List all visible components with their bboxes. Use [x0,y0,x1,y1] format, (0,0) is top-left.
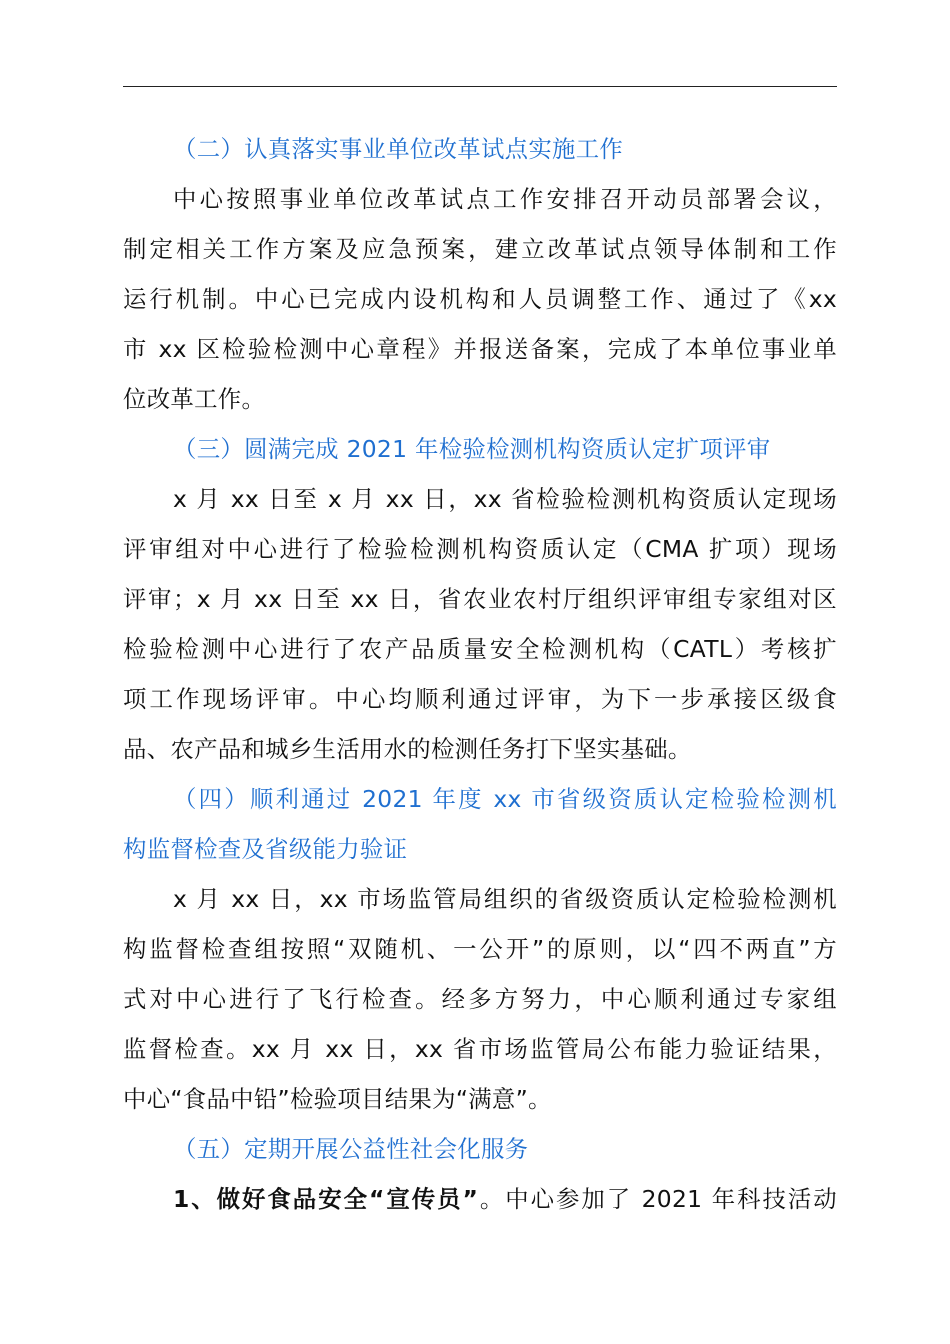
section-3-line: 项工作现场评审。中心均顺利通过评审，为下一步承接区级食 [123,685,837,713]
section-5-item-1 [123,1174,837,1224]
document-body [123,124,837,1224]
section-2-line: 运行机制。中心已完成内设机构和人员调整工作、通过了《xx [123,285,837,313]
section-3-line: x 月 xx 日至 x 月 xx 日，xx 省检验检测机构资质认定现场 [173,485,837,513]
section-4-heading: （四）顺利通过 2021 年度 xx 市省级资质认定检验检测机 [173,785,837,813]
section-4-heading-cont: 构监督检查及省级能力验证 [123,835,408,863]
section-5-heading: （五）定期开展公益性社会化服务 [173,1135,529,1163]
item-1-title: 1、做好食品安全“宣传员” [173,1185,479,1213]
section-2-line: 中心按照事业单位改革试点工作安排召开动员部署会议， [173,185,837,213]
section-3-line: 检验检测中心进行了农产品质量安全检测机构（CATL）考核扩 [123,635,837,663]
section-2-heading: （二）认真落实事业单位改革试点实施工作 [173,135,624,163]
section-4-line: x 月 xx 日，xx 市场监管局组织的省级资质认定检验检测机 [173,885,837,913]
section-3-line: 评审组对中心进行了检验检测机构资质认定（CMA 扩项）现场 [123,535,837,563]
section-4-line: 监督检查。xx 月 xx 日，xx 省市场监管局公布能力验证结果， [123,1035,837,1063]
section-2-line: 位改革工作。 [123,385,266,413]
header-rule [123,86,837,87]
section-4-line: 中心“食品中铅”检验项目结果为“满意”。 [123,1085,552,1113]
section-2-line: 市 xx 区检验检测中心章程》并报送备案，完成了本单位事业单 [123,335,837,363]
section-4-line: 式对中心进行了飞行检查。经多方努力，中心顺利通过专家组 [123,985,837,1013]
section-4-line: 构监督检查组按照“双随机、一公开”的原则，以“四不两直”方 [123,935,837,963]
item-1-text: 。中心参加了 2021 年科技活动 [478,1185,838,1213]
section-2-line: 制定相关工作方案及应急预案，建立改革试点领导体制和工作 [123,235,837,263]
section-3-heading: （三）圆满完成 2021 年检验检测机构资质认定扩项评审 [173,435,771,463]
section-3-line: 评审；x 月 xx 日至 xx 日，省农业农村厅组织评审组专家组对区 [123,585,837,613]
section-3-line: 品、农产品和城乡生活用水的检测任务打下坚实基础。 [123,735,692,763]
